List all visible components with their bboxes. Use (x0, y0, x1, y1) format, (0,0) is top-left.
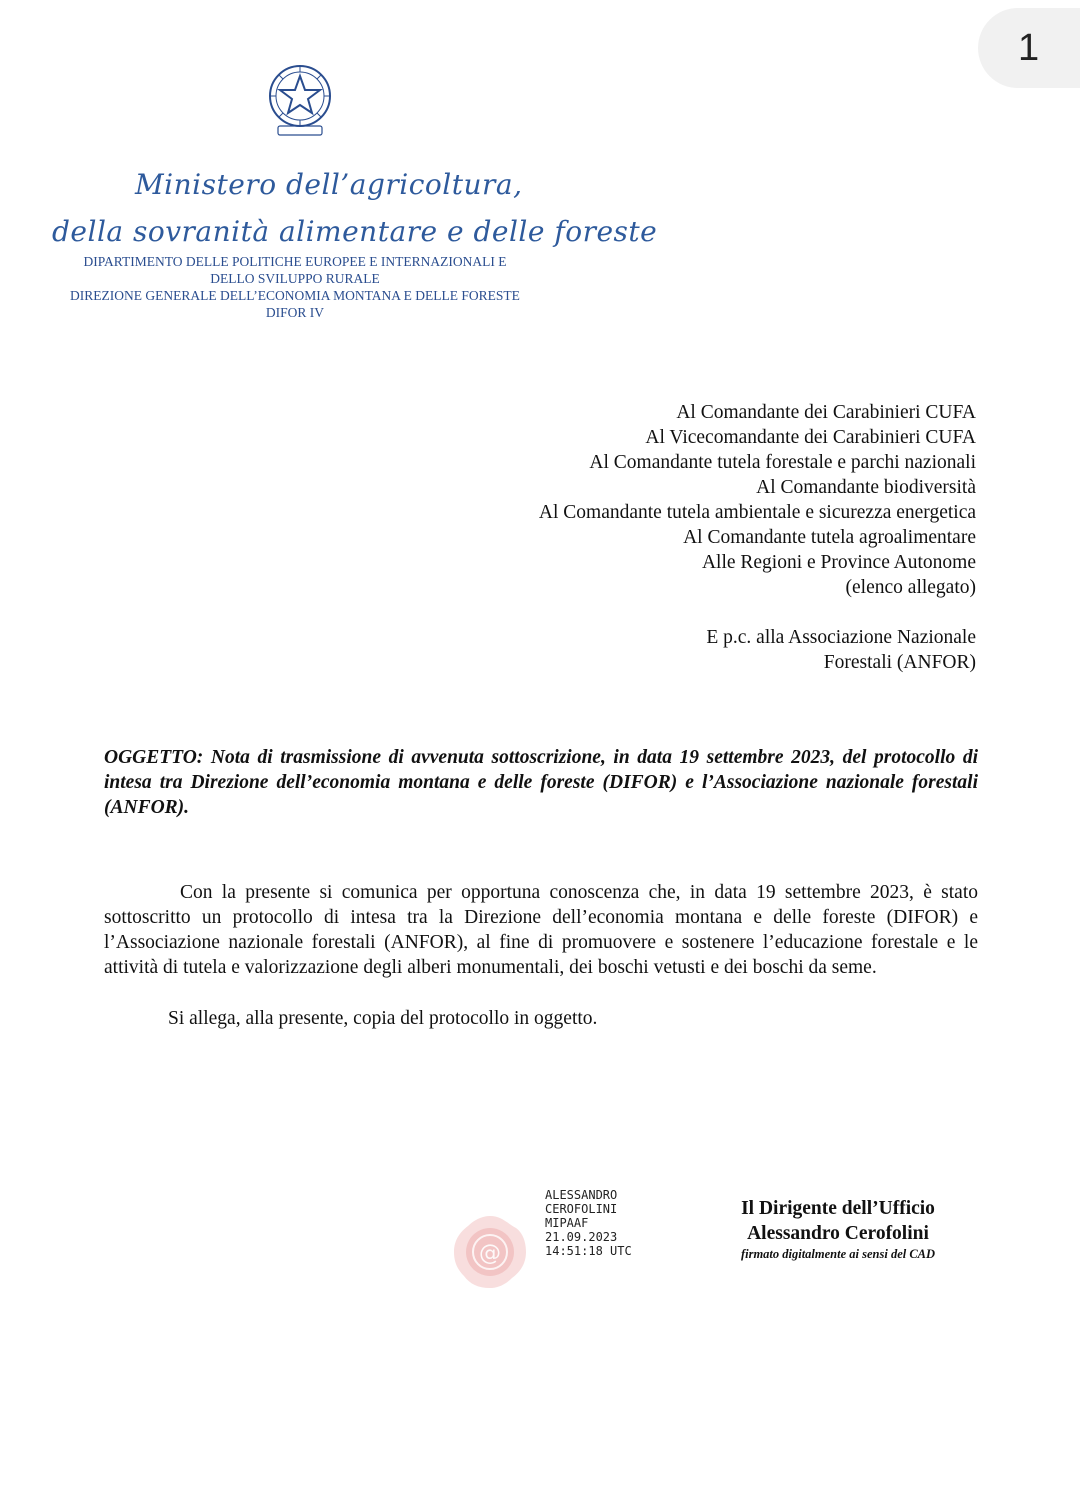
ministry-name-line2: della sovranità alimentare e delle foreste (52, 215, 658, 248)
recipient-line: Alle Regioni e Province Autonome (701, 552, 976, 573)
department-line: DELLO SVILUPPO RURALE (210, 271, 380, 286)
recipient-line: Al Comandante tutela agroalimentare (683, 527, 976, 548)
stamp-line: ALESSANDRO (545, 1188, 618, 1202)
recipients-block (539, 400, 976, 675)
stamp-line: CEROFOLINI (545, 1202, 618, 1216)
recipient-line: Al Comandante tutela ambientale e sicurezza energetica (538, 502, 976, 523)
attachment-note: Si allega, alla presente, copia del protocollo in oggetto. (168, 1008, 598, 1029)
stamp-line: 14:51:18 UTC (545, 1244, 632, 1258)
body-paragraph: Con la presente si comunica per opportuna conoscenza che, in data 19 settembre 2023, è stato sottoscritto un protocollo di intesa tra la Direzione dell’economia montana e delle foreste (DIFOR) e l’Associazione nazionale forestali (ANFOR), al fine di promuovere e sostenere l’educazione forestale e le attività di tutela e valorizzazione degli alberi monumentali, dei boschi vetusti e dei boschi da seme. (104, 882, 978, 978)
recipient-line: Al Comandante biodiversità (756, 477, 976, 498)
republic-emblem-icon (262, 60, 338, 140)
stamp-line: 21.09.2023 (545, 1230, 618, 1244)
svg-text:@: @ (479, 1241, 501, 1266)
recipient-line: Al Comandante dei Carabinieri CUFA (676, 402, 976, 423)
signer-role: Il Dirigente dell’Ufficio (741, 1198, 935, 1219)
ministry-name-line1: Ministero dell’agricoltura, (135, 168, 523, 201)
page-number-badge (978, 8, 1080, 88)
cc-line: Forestali (ANFOR) (823, 652, 976, 673)
signature-note: firmato digitalmente ai sensi del CAD (740, 1247, 936, 1261)
recipient-line: Al Vicecomandante dei Carabinieri CUFA (645, 427, 976, 448)
subject-line: OGGETTO: Nota di trasmissione di avvenuta sottoscrizione, in data 19 settembre 2023, del protocollo di intesa tra Direzione dell’economia montana e delle foreste (DIFOR) e l’Associazione nazionale forestali (ANFOR). (104, 747, 978, 818)
stamp-line: MIPAAF (545, 1216, 589, 1230)
signer-name: Alessandro Cerofolini (747, 1223, 929, 1244)
department-block (40, 253, 550, 321)
department-line: DIFOR IV (265, 305, 325, 320)
department-line: DIPARTIMENTO DELLE POLITICHE EUROPEE E INTERNAZIONALI E (83, 254, 507, 269)
recipient-line: (elenco allegato) (845, 577, 976, 598)
digital-signature-seal-icon (450, 1212, 530, 1292)
page-number: 1 (1018, 26, 1040, 69)
digital-stamp-text (545, 1188, 632, 1258)
letter-body (104, 880, 978, 1031)
department-line: DIREZIONE GENERALE DELL’ECONOMIA MONTANA E DELLE FORESTE (70, 288, 520, 303)
cc-line: E p.c. alla Associazione Nazionale (706, 627, 976, 648)
signature-block (700, 1196, 976, 1262)
recipient-line: Al Comandante tutela forestale e parchi nazionali (589, 452, 976, 473)
